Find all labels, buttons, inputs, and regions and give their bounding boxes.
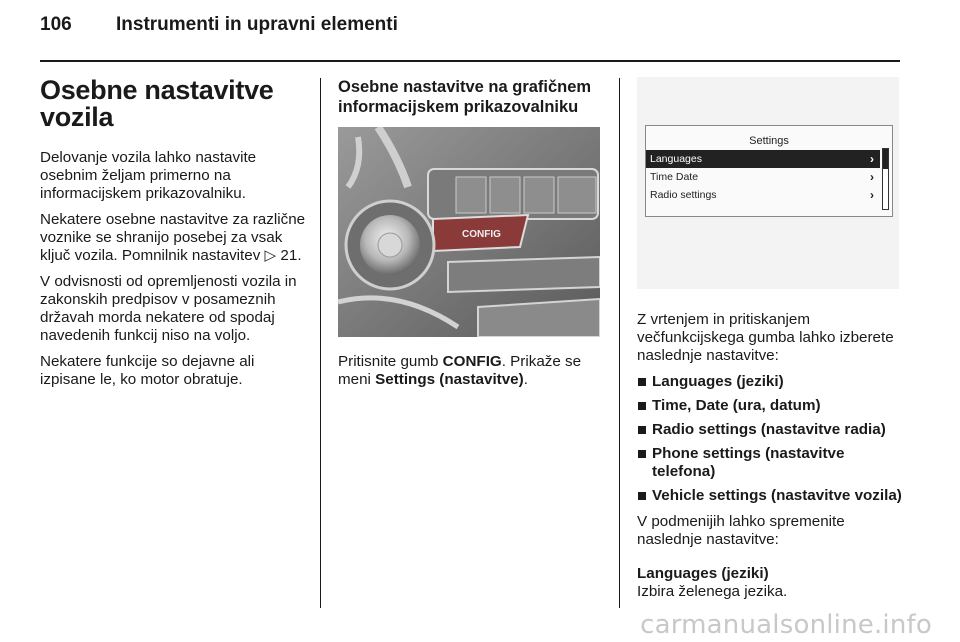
section-heading: Osebne nastavitve vozila [40,75,274,132]
header-rule [40,60,900,62]
config-label: CONFIG [462,229,501,240]
chevron-right-icon: › [870,170,874,184]
paragraph: Z vrtenjem in pritiskanjem večfunkcijskega gumba lahko izberete naslednje nastavitve: [637,311,894,364]
display-screen [645,125,893,217]
list-item: Time, Date (ura, datum) [637,397,907,415]
chapter-title: Instrumenti in upravni elementi [116,14,398,35]
column-divider-2 [619,78,620,608]
screen-row: Radio settings › [650,188,874,202]
config-button-photo [338,127,600,337]
paragraph: Pritisnite gumb CONFIG. Prikaže se meni Settings (nastavitve). [338,353,582,388]
list-item: Phone settings (nastavitve telefona) [637,445,907,481]
chevron-right-icon: › [870,188,874,202]
paragraph: Delovanje vozila lahko nastavite osebnim željam primerno na informacijskem prikazovalniku. [40,149,257,202]
watermark: carmanualsonline.info [640,610,932,640]
settings-term: Settings (nastavitve) [375,371,524,388]
column-divider-1 [320,78,321,608]
list-item: Radio settings (nastavitve radia) [637,421,907,439]
column-2 [338,77,608,397]
settings-list [637,373,907,505]
screen-title: Settings [749,135,789,147]
screen-row-selected: Languages › [646,150,880,168]
page-header [40,14,398,36]
chevron-right-icon: › [870,152,874,166]
subsection-heading: Languages (jeziki) [637,565,769,582]
settings-screen-illustration [637,77,899,289]
paragraph: Izbira želenega jezika. [637,583,788,600]
column-1 [40,77,310,397]
list-item: Languages (jeziki) [637,373,907,391]
paragraph: Nekatere osebne nastavitve za različne voznike se shranijo posebej za vsak ključ vozila. Pomnilnik nastavitev ▷ 21. [40,211,306,264]
screen-row: Time Date › [650,170,874,184]
list-item: Vehicle settings (nastavitve vozila) [637,487,907,505]
paragraph: V odvisnosti od opremljenosti vozila in zakonskih predpisov v posameznih državah morda nekatere od spodaj navedenih funkcij niso na voljo. [40,273,297,344]
screen-scrollbar [882,148,889,210]
config-term: CONFIG [442,353,502,370]
page-number: 106 [40,14,72,35]
subsection-heading: Osebne nastavitve na grafičnem informacijskem prikazovalniku [338,78,592,116]
paragraph: Nekatere funkcije so dejavne ali izpisane le, ko motor obratuje. [40,353,255,388]
column-3 [637,77,907,601]
paragraph: V podmenijih lahko spremenite naslednje nastavitve: [637,513,845,548]
